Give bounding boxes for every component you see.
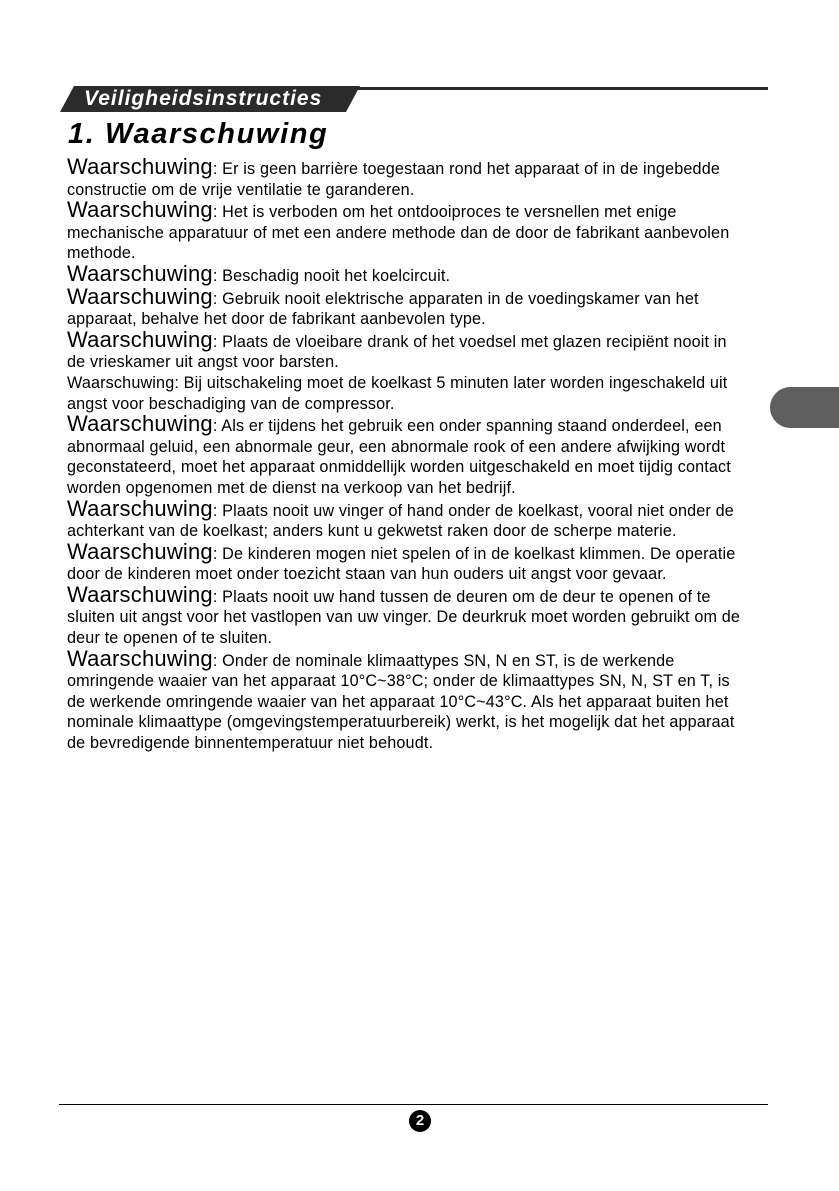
header-rule (350, 87, 768, 90)
warning-paragraph (67, 645, 743, 754)
warning-keyword: Waarschuwing (67, 581, 213, 607)
warning-text: : Plaats nooit uw vinger of hand onder de koelkast, vooral niet onder de achterkant van de koelkast; anders kunt u gekwetst raken door de scherpe materie. (67, 501, 734, 541)
footer-rule (59, 1104, 768, 1105)
warning-paragraph (67, 495, 743, 542)
warning-text: : Gebruik nooit elektrische apparaten in de voedingskamer van het apparaat, behalve het door de fabrikant aanbevolen type. (67, 289, 699, 329)
warning-paragraph (67, 581, 743, 649)
warning-keyword: Waarschuwing (67, 154, 213, 179)
warning-text: : Beschadig nooit het koelcircuit. (212, 266, 451, 285)
warning-text: : Onder de nominale klimaattypes SN, N en ST, is de werkende omringende waaier van het apparaat 10°C~38°C; onder de klimaattypes SN, N, ST en T, is de werkende omringende waaier van het apparaat 10°C~43°C. Als het apparaat buiten het nominale klimaattype (omgevingstemperatuurbereik) werkt, is het mogelijk dat het apparaat de bevredigende binnentemperatuur niet behoudt. (67, 651, 735, 753)
warning-text: : Het is verboden om het ontdooiproces te versnellen met enige mechanische apparatuur of met een andere methode dan de door de fabrikant aanbevolen methode. (67, 203, 730, 263)
warning-paragraph (67, 197, 743, 264)
warning-text: : Plaats de vloeibare drank of het voedsel met glazen recipiënt nooit in de vrieskamer uit angst voor barsten. (67, 332, 727, 372)
side-thumb-tab (770, 387, 839, 428)
page-title: 1. Waarschuwing (68, 118, 329, 150)
header-label: Veiligheidsinstructies (84, 87, 323, 110)
warning-text: : Als er tijdens het gebruik een onder spanning staand onderdeel, een abnormaal geluid, een abnormale geur, een abnormale rook of een andere afwijking wordt geconstateerd, moet het apparaat onmiddellijk worden uitgeschakeld en moet tijdig contact worden opgenomen met de dienst na verkoop van het bedrijf. (67, 417, 731, 497)
warning-paragraph (67, 538, 743, 585)
warning-paragraph (67, 283, 743, 330)
warning-keyword: Waarschuwing (67, 197, 213, 223)
page-number-badge: 2 (409, 1110, 431, 1132)
warnings-list (67, 154, 743, 754)
warning-keyword: Waarschuwing (67, 411, 213, 437)
warning-keyword: Waarschuwing (67, 538, 213, 564)
warning-keyword: Waarschuwing (67, 645, 213, 671)
warning-keyword: Waarschuwing (67, 326, 213, 352)
section-header-bar (60, 86, 768, 112)
warning-paragraph (67, 411, 743, 498)
warning-paragraph (67, 373, 743, 414)
warning-keyword: Waarschuwing (67, 495, 213, 521)
warning-text: Waarschuwing: Bij uitschakeling moet de koelkast 5 minuten later worden ingeschakeld uit angst voor beschadiging van de compressor. (67, 373, 728, 413)
warning-text: : De kinderen mogen niet spelen of in de koelkast klimmen. De operatie door de kinderen moet onder toezicht staan van hun ouders uit angst voor gevaar. (67, 544, 736, 584)
warning-text: : Plaats nooit uw hand tussen de deuren om de deur te openen of te sluiten uit angst voor het vastlopen van uw vinger. De deurkruk moet worden gebruikt om de deur te openen of te sluiten. (67, 587, 741, 648)
warning-text: : Er is geen barrière toegestaan rond het apparaat of in de ingebedde constructie om de vrije ventilatie te garanderen. (67, 160, 720, 199)
warning-keyword: Waarschuwing (67, 283, 213, 309)
warning-paragraph (67, 326, 743, 373)
warning-paragraph (67, 154, 743, 200)
warning-keyword: Waarschuwing (67, 260, 213, 286)
